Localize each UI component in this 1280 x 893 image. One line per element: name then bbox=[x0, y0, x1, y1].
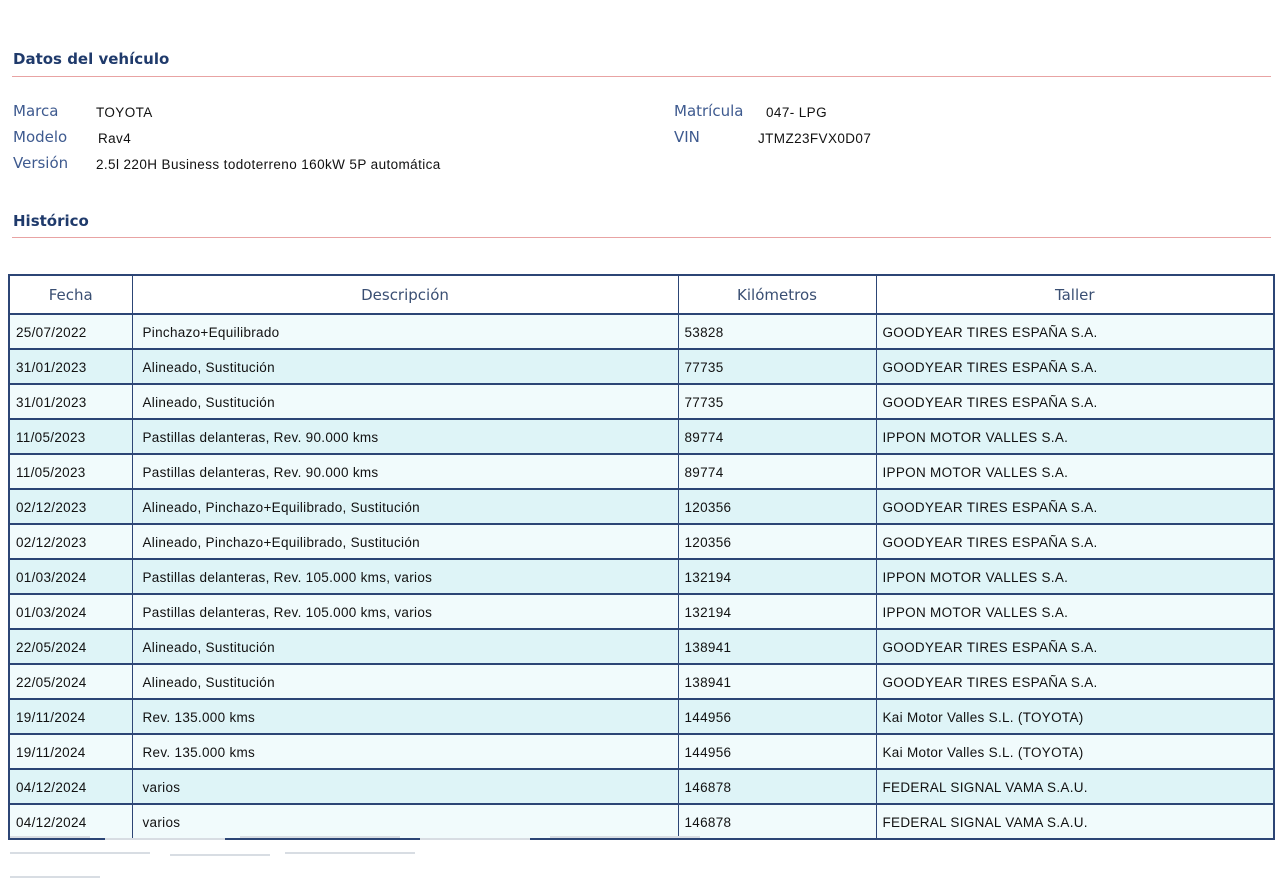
vin-value: JTMZ23FVX0D07 bbox=[758, 131, 872, 146]
kilometers-cell: 146878 bbox=[678, 804, 876, 839]
description-cell: varios bbox=[132, 769, 678, 804]
version-value: 2.5l 220H Business todoterreno 160kW 5P automática bbox=[96, 157, 441, 172]
table-row bbox=[9, 349, 1274, 384]
kilometers-cell: 144956 bbox=[678, 734, 876, 769]
workshop-cell: IPPON MOTOR VALLES S.A. bbox=[876, 419, 1274, 454]
kilometers-cell: 53828 bbox=[678, 314, 876, 349]
kilometers-cell: 120356 bbox=[678, 489, 876, 524]
workshop-cell: GOODYEAR TIRES ESPAÑA S.A. bbox=[876, 489, 1274, 524]
table-row bbox=[9, 734, 1274, 769]
workshop-cell: GOODYEAR TIRES ESPAÑA S.A. bbox=[876, 314, 1274, 349]
description-cell: Pastillas delanteras, Rev. 90.000 kms bbox=[132, 454, 678, 489]
history-table bbox=[8, 274, 1275, 840]
kilometers-cell: 89774 bbox=[678, 454, 876, 489]
description-cell: Pastillas delanteras, Rev. 105.000 kms, varios bbox=[132, 594, 678, 629]
description-cell: Alineado, Sustitución bbox=[132, 349, 678, 384]
description-cell: Rev. 135.000 kms bbox=[132, 734, 678, 769]
date-cell: 22/05/2024 bbox=[9, 664, 132, 699]
table-row bbox=[9, 769, 1274, 804]
table-row bbox=[9, 314, 1274, 349]
table-row bbox=[9, 559, 1274, 594]
column-header-description: Descripción bbox=[132, 275, 678, 314]
footer-faint-text bbox=[10, 832, 710, 892]
date-cell: 19/11/2024 bbox=[9, 699, 132, 734]
table-row bbox=[9, 419, 1274, 454]
plate-label: Matrícula bbox=[674, 102, 744, 120]
kilometers-cell: 77735 bbox=[678, 349, 876, 384]
description-cell: varios bbox=[132, 804, 678, 839]
model-value: Rav4 bbox=[98, 131, 132, 146]
table-row bbox=[9, 629, 1274, 664]
date-cell: 31/01/2023 bbox=[9, 384, 132, 419]
date-cell: 04/12/2024 bbox=[9, 804, 132, 839]
workshop-cell: GOODYEAR TIRES ESPAÑA S.A. bbox=[876, 524, 1274, 559]
date-cell: 01/03/2024 bbox=[9, 559, 132, 594]
date-cell: 04/12/2024 bbox=[9, 769, 132, 804]
table-row bbox=[9, 524, 1274, 559]
workshop-cell: IPPON MOTOR VALLES S.A. bbox=[876, 594, 1274, 629]
column-header-kilometers: Kilómetros bbox=[678, 275, 876, 314]
workshop-cell: IPPON MOTOR VALLES S.A. bbox=[876, 454, 1274, 489]
date-cell: 01/03/2024 bbox=[9, 594, 132, 629]
description-cell: Alineado, Sustitución bbox=[132, 664, 678, 699]
workshop-cell: GOODYEAR TIRES ESPAÑA S.A. bbox=[876, 664, 1274, 699]
kilometers-cell: 138941 bbox=[678, 629, 876, 664]
table-row bbox=[9, 384, 1274, 419]
date-cell: 02/12/2023 bbox=[9, 489, 132, 524]
description-cell: Alineado, Sustitución bbox=[132, 384, 678, 419]
description-cell: Alineado, Sustitución bbox=[132, 629, 678, 664]
brand-value: TOYOTA bbox=[96, 105, 153, 120]
date-cell: 22/05/2024 bbox=[9, 629, 132, 664]
workshop-cell: Kai Motor Valles S.L. (TOYOTA) bbox=[876, 734, 1274, 769]
history-header-row bbox=[9, 275, 1274, 314]
table-row bbox=[9, 664, 1274, 699]
description-cell: Alineado, Pinchazo+Equilibrado, Sustitución bbox=[132, 524, 678, 559]
description-cell: Pinchazo+Equilibrado bbox=[132, 314, 678, 349]
column-header-date: Fecha bbox=[9, 275, 132, 314]
date-cell: 11/05/2023 bbox=[9, 454, 132, 489]
column-header-workshop: Taller bbox=[876, 275, 1274, 314]
kilometers-cell: 132194 bbox=[678, 559, 876, 594]
table-row bbox=[9, 594, 1274, 629]
date-cell: 02/12/2023 bbox=[9, 524, 132, 559]
date-cell: 11/05/2023 bbox=[9, 419, 132, 454]
date-cell: 19/11/2024 bbox=[9, 734, 132, 769]
description-cell: Rev. 135.000 kms bbox=[132, 699, 678, 734]
kilometers-cell: 120356 bbox=[678, 524, 876, 559]
kilometers-cell: 146878 bbox=[678, 769, 876, 804]
vehicle-section-divider bbox=[12, 76, 1271, 77]
workshop-cell: GOODYEAR TIRES ESPAÑA S.A. bbox=[876, 629, 1274, 664]
date-cell: 31/01/2023 bbox=[9, 349, 132, 384]
kilometers-cell: 77735 bbox=[678, 384, 876, 419]
brand-label: Marca bbox=[13, 102, 59, 120]
table-row bbox=[9, 489, 1274, 524]
workshop-cell: GOODYEAR TIRES ESPAÑA S.A. bbox=[876, 349, 1274, 384]
version-label: Versión bbox=[13, 154, 69, 172]
description-cell: Pastillas delanteras, Rev. 105.000 kms, varios bbox=[132, 559, 678, 594]
vin-label: VIN bbox=[674, 128, 700, 146]
kilometers-cell: 138941 bbox=[678, 664, 876, 699]
workshop-cell: FEDERAL SIGNAL VAMA S.A.U. bbox=[876, 769, 1274, 804]
plate-value: 047- LPG bbox=[766, 105, 827, 120]
history-section-title: Histórico bbox=[13, 212, 89, 230]
workshop-cell: Kai Motor Valles S.L. (TOYOTA) bbox=[876, 699, 1274, 734]
model-label: Modelo bbox=[13, 128, 68, 146]
kilometers-cell: 89774 bbox=[678, 419, 876, 454]
history-section-divider bbox=[12, 237, 1271, 238]
workshop-cell: FEDERAL SIGNAL VAMA S.A.U. bbox=[876, 804, 1274, 839]
date-cell: 25/07/2022 bbox=[9, 314, 132, 349]
vehicle-section-title: Datos del vehículo bbox=[13, 50, 170, 68]
description-cell: Pastillas delanteras, Rev. 90.000 kms bbox=[132, 419, 678, 454]
table-row bbox=[9, 699, 1274, 734]
table-row bbox=[9, 454, 1274, 489]
kilometers-cell: 144956 bbox=[678, 699, 876, 734]
workshop-cell: GOODYEAR TIRES ESPAÑA S.A. bbox=[876, 384, 1274, 419]
workshop-cell: IPPON MOTOR VALLES S.A. bbox=[876, 559, 1274, 594]
description-cell: Alineado, Pinchazo+Equilibrado, Sustitución bbox=[132, 489, 678, 524]
kilometers-cell: 132194 bbox=[678, 594, 876, 629]
